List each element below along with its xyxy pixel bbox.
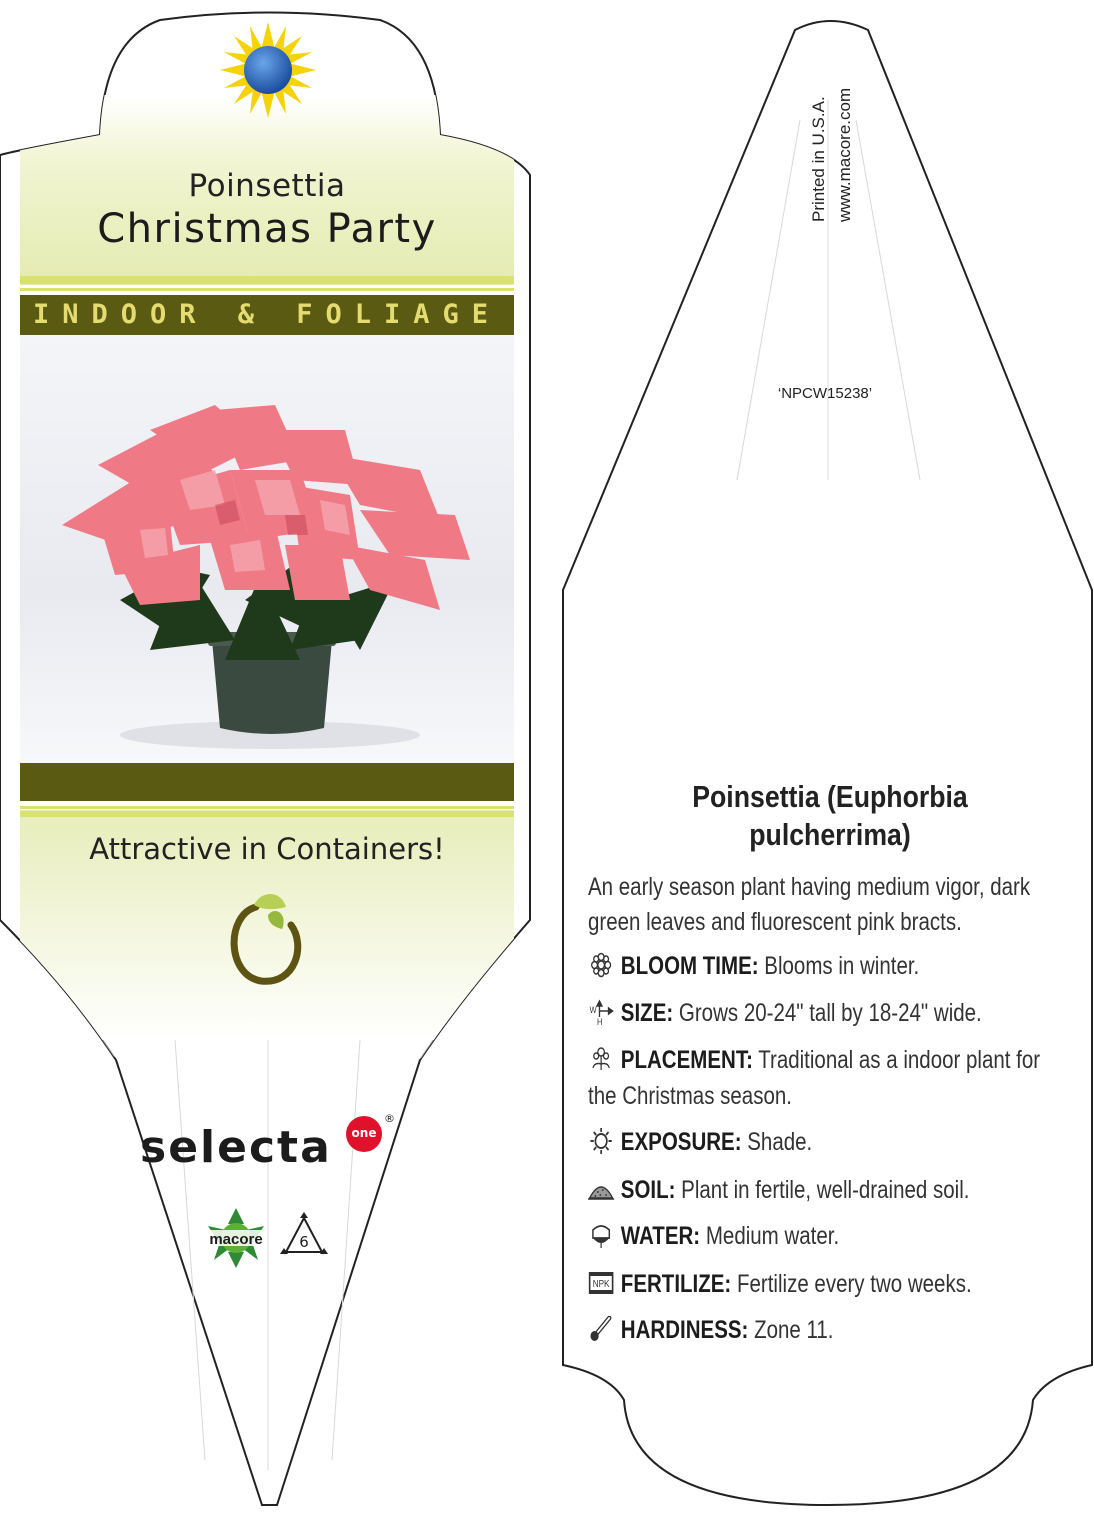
tagline: Attractive in Containers! xyxy=(89,832,445,866)
attr-bloom-time xyxy=(588,948,1064,984)
printed-line-1: Printed in U.S.A. xyxy=(809,96,828,222)
attr-value: Fertilize every two weeks. xyxy=(736,1270,972,1298)
attr-value: Grows 20-24" tall by 18-24" wide. xyxy=(678,999,982,1027)
attr-size xyxy=(588,995,1064,1031)
sun-outline-icon xyxy=(588,1128,614,1154)
attr-value: Traditional as a indoor plant for the Christmas season. xyxy=(588,1046,1041,1110)
attr-value: Shade. xyxy=(747,1128,813,1156)
brand-badge: one xyxy=(346,1116,382,1152)
printed-in xyxy=(806,62,858,222)
sun-logo-icon xyxy=(220,22,316,118)
attr-exposure xyxy=(588,1124,1064,1160)
attr-label: EXPOSURE: xyxy=(620,1128,742,1156)
variety-name: Christmas Party xyxy=(97,206,437,252)
plant-description: An early season plant having medium vigor, dark green leaves and fluorescent pink bracts. xyxy=(588,873,1031,936)
svg-text:NPK: NPK xyxy=(592,1278,610,1290)
placement-flower-icon xyxy=(588,1046,614,1072)
size-arrows-icon xyxy=(588,999,614,1025)
brand-name: selecta xyxy=(140,1122,332,1173)
attr-value: Plant in fertile, well-drained soil. xyxy=(681,1176,970,1204)
soil-pile-icon xyxy=(588,1176,614,1202)
watering-can-icon xyxy=(588,1222,614,1248)
svg-text:W: W xyxy=(589,1005,597,1016)
attr-placement xyxy=(588,1042,1064,1114)
attr-value: Blooms in winter. xyxy=(764,952,920,980)
cultivar-code: ‘NPCW15238’ xyxy=(777,385,873,402)
registered-mark: ® xyxy=(384,1112,395,1125)
svg-text:H: H xyxy=(597,1017,603,1025)
thermometer-icon xyxy=(588,1316,614,1342)
attr-label: FERTILIZE: xyxy=(620,1270,732,1298)
attr-value: Medium water. xyxy=(705,1222,840,1250)
attr-label: HARDINESS: xyxy=(620,1316,749,1344)
svg-text:macore: macore xyxy=(209,1231,263,1248)
attr-label: BLOOM TIME: xyxy=(620,952,759,980)
npk-icon xyxy=(588,1270,614,1296)
attr-label: PLACEMENT: xyxy=(620,1046,753,1074)
flower-icon xyxy=(588,952,614,978)
category-band: INDOOR & FOLIAGE xyxy=(32,299,502,330)
attr-water xyxy=(588,1218,1064,1254)
common-name: Poinsettia xyxy=(188,168,346,204)
attr-hardiness xyxy=(588,1312,1064,1348)
printed-line-2: www.macore.com xyxy=(835,87,854,222)
attr-label: WATER: xyxy=(620,1222,701,1250)
attr-soil xyxy=(588,1172,1064,1208)
attr-fertilize xyxy=(588,1266,1064,1302)
recycling-number: 6 xyxy=(299,1233,309,1251)
attr-label: SOIL: xyxy=(620,1176,676,1204)
attr-value: Zone 11. xyxy=(754,1316,834,1344)
attr-label: SIZE: xyxy=(620,999,674,1027)
botanical-title: Poinsettia (Euphorbia pulcherrima) xyxy=(692,779,968,852)
